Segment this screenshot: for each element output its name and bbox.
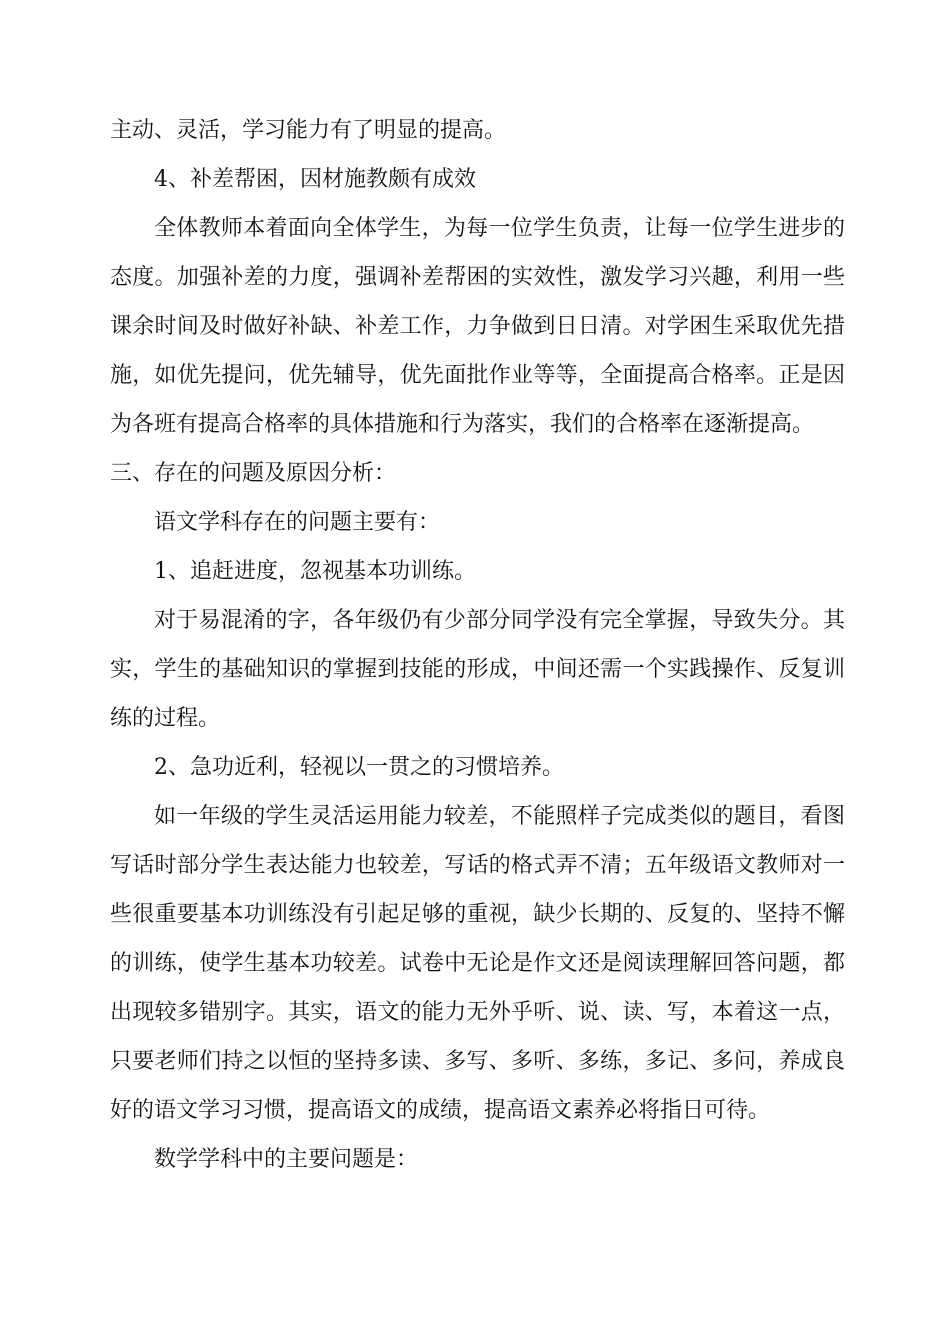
text-line: 如一年级的学生灵活运用能力较差，不能照样子完成类似的题目，看图 [154,804,845,829]
text-line: 态度。加强补差的力度，强调补差帮困的实效性，激发学习兴趣，利用一些 [110,265,845,290]
text-line: 练的过程。 [110,706,221,731]
text-line: 主动、灵活，学习能力有了明显的提高。 [110,118,507,143]
text-line: 数学学科中的主要问题是： [154,1147,419,1172]
text-line: 些很重要基本功训练没有引起足够的重视，缺少长期的、反复的、坚持不懈 [110,902,845,927]
text-line: 三、存在的问题及原因分析： [110,461,397,486]
text-line: 施，如优先提问，优先辅导，优先面批作业等等，全面提高合格率。正是因 [110,363,845,388]
text-line: 只要老师们持之以恒的坚持多读、多写、多听、多练，多记、多问，养成良 [110,1049,845,1074]
text-line: 写话时部分学生表达能力也较差，写话的格式弄不清；五年级语文教师对一 [110,853,845,878]
text-line: 全体教师本着面向全体学生，为每一位学生负责，让每一位学生进步的 [154,216,845,241]
text-line: 2、急功近利，轻视以一贯之的习惯培养。 [154,755,564,780]
text-line: 课余时间及时做好补缺、补差工作，力争做到日日清。对学困生采取优先措 [110,314,845,339]
text-line: 对于易混淆的字，各年级仍有少部分同学没有完全掌握，导致失分。其 [154,608,845,633]
text-line: 好的语文学习习惯，提高语文的成绩，提高语文素养必将指日可待。 [110,1098,771,1123]
text-line: 的训练，使学生基本功较差。试卷中无论是作文还是阅读理解回答问题，都 [110,951,845,976]
text-line: 出现较多错别字。其实，语文的能力无外乎听、说、读、写，本着这一点， [110,1000,845,1025]
text-line: 1、追赶进度，忽视基本功训练。 [154,559,476,584]
text-line: 实，学生的基础知识的掌握到技能的形成，中间还需一个实践操作、反复训 [110,657,845,682]
text-line: 为各班有提高合格率的具体措施和行为落实，我们的合格率在逐渐提高。 [110,412,815,437]
document-body [110,106,845,1184]
text-line: 4、补差帮困，因材施教颇有成效 [154,167,476,192]
text-line: 语文学科存在的问题主要有： [154,510,441,535]
